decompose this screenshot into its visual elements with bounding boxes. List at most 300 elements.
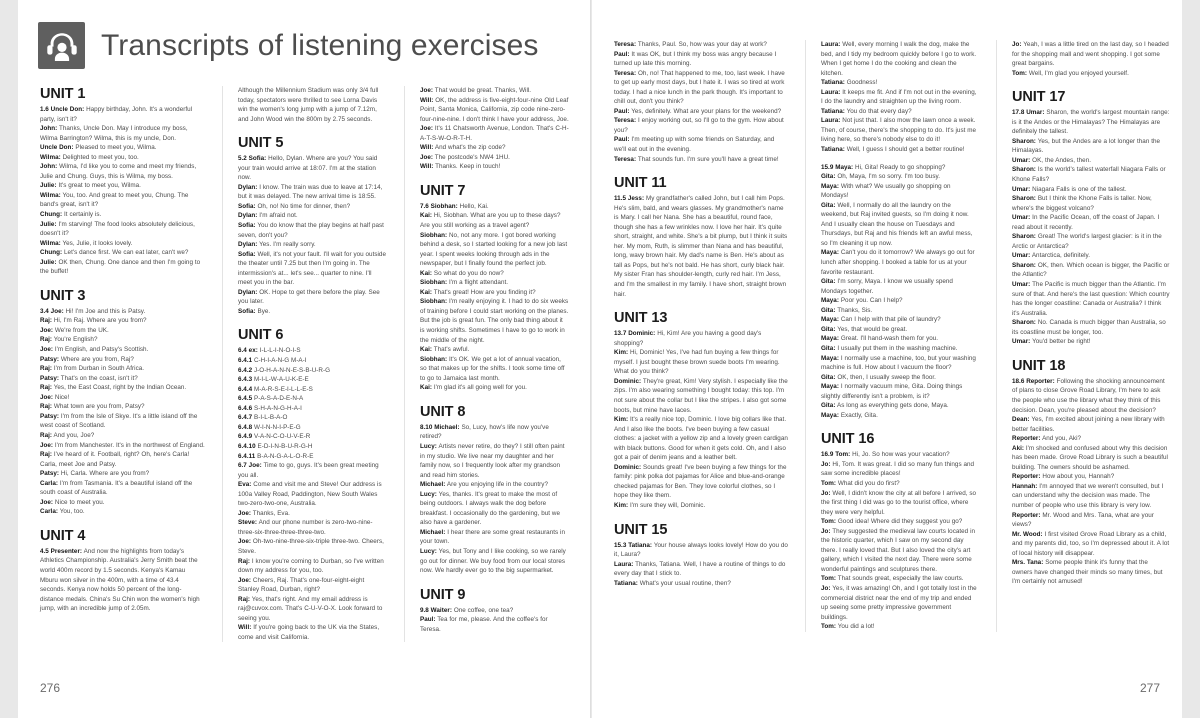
transcript-text: As long as everything gets done, Maya. [836,402,949,410]
transcript-line [238,509,387,519]
transcript-text: Cheers, Raj. That's one-four-eight-eight Stanley Road, Durban, right? [238,576,365,594]
page-title: Transcripts of listening exercises [101,28,539,62]
speaker-label: 6.4.7 [238,414,253,422]
transcript-text: If you're going back to the UK via the States, come and visit California. [238,624,380,641]
transcript-line [821,78,979,88]
speaker-label: Dean: [1012,416,1030,424]
column-2 [222,86,387,642]
transcript-text: Thanks, Uncle Don. May I introduce my boss, Wilma Barrington? Wilma, this is my uncle, Don. [40,125,188,142]
transcript-line [420,355,569,384]
transcript-line [1012,482,1170,511]
speaker-label: John: [40,163,58,171]
transcript-line [821,460,979,479]
transcript-text: Goodness! [846,79,878,87]
speaker-label: Raj: [40,431,52,439]
transcript-line [1012,377,1170,415]
transcript-text: I'm sure they will, Dominic. [629,501,706,509]
speaker-label: 6.7 Joe: [238,462,262,470]
speaker-label: Teresa: [614,41,637,48]
speaker-label: Jo: [821,584,831,592]
transcript-line [1012,232,1170,251]
page-header [38,22,538,69]
speaker-label: 6.4.6 [238,404,253,412]
transcript-line [821,325,979,335]
transcript-text: J-O-H-A-N-N-E-S-B-U-R-G [253,366,330,374]
transcript-text: OK, then, I usually sweep the floor. [837,373,936,381]
transcript-text: Is the world's tallest waterfall Niagara Falls or Khone Falls? [1012,166,1166,184]
transcript-line [614,107,788,117]
speaker-label: Chung: [40,211,63,219]
speaker-label: Maya: [821,354,839,362]
paragraph-gap [821,155,979,163]
transcript-text: I hear there are some great restaurants in your town. [420,528,565,546]
transcript-text: OK, the address is five-eight-four-nine Old Leaf Point, Santa Monica, California, zip code nine-zero-four-nine-nine. I don't think I have your address, Joe. [420,96,569,123]
speaker-label: Lucy: [420,490,437,498]
transcript-text: Following the shocking announcement of plans to close Grove Road Library, I'm here to ask the people who use the library what they think of this decision. Dean, you're pleased about the decision? [1012,377,1165,414]
speaker-label: Gita: [821,306,836,314]
transcript-text: W-I-N-N-I-P-E-G [253,423,301,431]
unit-heading: UNIT 9 [420,586,466,603]
transcript-text: Hi, Gita! Ready to go shopping? [855,163,946,171]
speaker-label: Chung: [40,249,63,257]
column-3 [404,86,569,642]
transcript-line [1012,40,1170,69]
transcript-line [40,191,205,210]
transcript-line [1012,185,1170,195]
speaker-label: Patsy: [40,355,60,363]
transcript-text: Well, I guess I should get a better routine! [846,146,965,154]
speaker-label: Sharon: [1012,233,1036,241]
speaker-label: 6.4.5 [238,395,253,403]
unit-heading: UNIT 7 [420,182,466,199]
transcript-text: I'm afraid not. [259,212,298,220]
speaker-label: Raj: [238,595,250,603]
speaker-label: Joe: [238,538,252,546]
speaker-label: Sharon: [1012,166,1036,174]
transcript-line [238,623,387,642]
transcript-line [821,277,979,296]
transcript-text: Yes, the East Coast, right by the Indian Ocean. [53,384,187,392]
speaker-label: Tom: [821,623,837,631]
transcript-line [1012,318,1170,337]
transcript-text: That's great! How are you finding it? [433,288,536,296]
transcript-text: M-A-R-S-E-I-L-L-E-S [253,385,313,393]
speaker-label: Carla: [40,508,58,516]
transcript-text: I first visited Grove Road Library as a child, and my parents did, too, so I'm depressed about it. A lot of local history will disappear. [1012,530,1170,557]
speaker-label: Sharon: [1012,195,1036,203]
speaker-label: Lucy: [420,442,437,450]
speaker-label: Carla: [40,479,58,487]
transcript-text: Well, every morning I walk the dog, make the bed, and I tidy my bedroom quickly before I go to work. When I get home I do the cooking and clean the kitchen. [821,41,977,77]
speaker-label: 4.5 Presenter: [40,547,83,555]
speaker-label: Maya: [821,411,839,419]
speaker-label: Kim: [614,416,629,424]
transcript-line [40,364,205,374]
transcript-text: Come and visit me and Steve! Our address is 100a Valley Road, Paddington, New South Wales two-zero-two-one, Australia. [238,481,382,508]
transcript-line [238,221,387,240]
transcript-line [821,450,979,460]
transcript-text: Delighted to meet you, too. [62,153,139,161]
transcript-text: Mr. Wood and Mrs. Tana, what are your views? [1012,511,1154,529]
transcript-line [420,211,569,230]
speaker-label: 6.4 ex: [238,347,258,355]
transcript-text: Happy birthday, John. It's a wonderful party, isn't it? [40,106,193,123]
transcript-line [420,153,569,163]
transcript-text: I'm starving! The food looks absolutely delicious, doesn't it? [40,220,195,238]
transcript-line [238,461,387,480]
transcript-text: Niagara Falls is one of the tallest. [1032,185,1127,193]
unit-heading: UNIT 17 [1012,89,1066,106]
transcript-text: B-I-L-B-A-O [253,414,288,422]
transcript-text: What town are you from, Patsy? [53,403,145,411]
left-page-columns [40,86,570,642]
speaker-label: Paul: [614,50,630,58]
transcript-text: I-L-L-I-N-O-I-S [259,347,301,355]
transcript-text: Yes, I'm excited about joining a new library with better facilities. [1012,416,1165,433]
transcript-line [40,469,205,479]
speaker-label: Tom: [821,479,837,487]
speaker-label: Will: [420,144,434,152]
unit-heading: UNIT 3 [40,287,86,304]
transcript-text: Sounds great! I've been buying a few things for the family: pink polka dot pajamas for Alice and blue-and-orange checked pajamas for Ben. They love colorful clothes, so I hope they like them. [614,463,787,500]
transcript-line [821,584,979,622]
column-4 [614,40,788,632]
transcript-text: Sharon, the world's largest mountain range: is it the Andes or the Himalayas? The Himalayas are definitely the tallest. [1012,109,1170,136]
transcript-line [1012,530,1170,559]
transcript-text: So, Lucy, how's life now you've retired? [420,423,549,441]
transcript-text: I know you're coming to Durban, so I've written down my address for you, too. [238,557,384,575]
transcript-line [238,518,387,537]
transcript-text: Pleased to meet you, Wilma. [75,144,157,152]
transcript-text: Thanks, Sis. [837,306,873,314]
transcript-text: I'm glad it's all going well for you. [433,384,527,392]
transcript-text: It's 11 Chatsworth Avenue, London. That's C-H-A-T-S-W-O-R-T-H. [420,125,569,142]
transcript-line [614,69,788,107]
transcript-line [238,385,387,395]
speaker-label: Tom: [821,575,837,583]
transcript-text: Although the Millennium Stadium was only 3/4 full today, spectators were thrilled to see Lorna Davis win the women's long jump with a jump of 7.12m, and John Wood win the 800m by 2.75 seconds. [238,87,379,123]
transcript-line [1012,156,1170,166]
transcript-line [420,86,569,96]
transcript-line [238,366,387,376]
transcript-text: E-D-I-N-B-U-R-G-H [257,442,313,450]
transcript-text: It's OK. We get a lot of annual vacation, so that makes up for the shifts. I took some time off to go to Jamaica last month. [420,355,565,382]
speaker-label: Julie: [40,182,57,190]
transcript-line [238,423,387,433]
transcript-text: Can I help with that pile of laundry? [840,316,941,324]
transcript-text: That sounds fun. I'm sure you'll have a great time! [637,155,779,163]
transcript-line [40,307,205,317]
transcript-line [238,452,387,462]
transcript-text: Let's dance first. We can eat later, can't we? [64,249,189,257]
transcript-line [238,250,387,288]
transcript-line [821,344,979,354]
transcript-line [420,162,569,172]
transcript-text: Thanks, Eva. [252,509,290,517]
speaker-label: Joe: [420,87,434,94]
transcript-line [1012,165,1170,184]
speaker-label: Patsy: [40,374,60,382]
speaker-label: Dylan: [238,183,258,191]
transcript-text: Hi, Jo. So how was your vacation? [852,451,950,459]
column-6 [996,40,1170,632]
transcript-line [238,356,387,366]
speaker-label: Maya: [821,182,839,190]
speaker-label: Mrs. Tana: [1012,559,1044,567]
transcript-text: No. Canada is much bigger than Australia, so its coastline must be longer, too. [1012,319,1166,336]
transcript-line [614,155,788,165]
transcript-text: OK. Hope to get there before the play. See you later. [238,288,380,306]
transcript-line [821,489,979,518]
transcript-text: I normally vacuum mine, Gita. Doing things slightly differently isn't a problem, is it? [821,383,963,400]
speaker-label: 15.3 Tatiana: [614,541,653,549]
transcript-text: Well, I'm glad you enjoyed yourself. [1028,69,1129,77]
transcript-line [821,145,979,155]
transcript-text: You, too. And great to meet you, Chung. The band's great, isn't it? [40,191,189,209]
speaker-label: 3.4 Joe: [40,307,64,315]
speaker-label: Mr. Wood: [1012,530,1043,538]
transcript-line [821,479,979,489]
transcript-text: Can't you do it tomorrow? We always go out for lunch after shopping. I booked a table for us at your favorite restaurant. [821,249,975,276]
speaker-label: Jo: [821,527,831,535]
transcript-text: You'd better be right! [1032,338,1091,346]
transcript-line [614,501,788,511]
transcript-line [238,346,387,356]
transcript-text: Hello, Dylan. Where are you? You said your train would arrive at 18:07. I'm at the station now. [238,155,378,182]
transcript-text: Hi, Siobhan. What are you up to these days? Are you still working as a travel agent? [420,212,561,230]
transcript-line [40,210,205,220]
transcript-line [1012,69,1170,79]
transcript-line [238,240,387,250]
transcript-text: What's your usual routine, then? [639,579,731,587]
speaker-label: Joe: [238,576,252,584]
transcript-line [238,576,387,595]
transcript-text: Wilma, I'd like you to come and meet my friends, Julie and Chung. Guys, this is Wilma, my boss. [40,163,197,180]
transcript-text: And what's the zip code? [434,144,506,152]
transcript-text: It's great to meet you, Wilma. [58,182,141,190]
speaker-label: Aki: [1012,444,1024,452]
speaker-label: Maya: [821,316,839,324]
transcript-line [420,547,569,576]
transcript-line [40,239,205,249]
speaker-label: Will: [420,163,434,171]
speaker-label: Raj: [40,384,52,392]
transcript-line [614,50,788,69]
transcript-text: Tea for me, please. And the coffee's for Teresa. [420,616,548,633]
speaker-label: Wilma: [40,239,61,247]
transcript-line [1012,472,1170,482]
transcript-line [40,479,205,498]
transcript-line [1012,337,1170,347]
transcript-line [614,348,788,377]
transcript-text: It certainly is. [64,211,102,219]
speaker-label: 5.2 Sofia: [238,155,267,163]
speaker-label: Umar: [1012,156,1031,164]
speaker-label: Hannah: [1012,482,1038,490]
speaker-label: Gita: [821,325,836,333]
speaker-label: Umar: [1012,185,1031,193]
transcript-line [420,202,569,212]
transcript-text: But I think the Khone Falls is taller. Now, where's the biggest volcano? [1012,195,1152,212]
speaker-label: Uncle Don: [40,144,74,152]
transcript-text: That would be great. Thanks, Will. [434,87,532,94]
transcript-text: I'm from Manchester. It's in the northwest of England. [54,441,205,449]
speaker-label: Paul: [614,136,630,144]
transcript-text: I'm a flight attendant. [448,279,509,287]
transcript-text: Yes, definitely. What are your plans for the weekend? [631,107,782,115]
transcript-line [238,595,387,624]
transcript-line [821,296,979,306]
speaker-label: Laura: [821,41,841,48]
speaker-label: 6.4.11 [238,452,256,460]
unit-heading: UNIT 1 [40,86,86,102]
transcript-line [40,153,205,163]
transcript-line [238,480,387,509]
transcript-line [40,441,205,451]
transcript-text: Thanks, Tatiana. Well, I have a routine of things to do every day that I stick to. [614,560,786,578]
transcript-text: Some people think it's funny that the owners have changed their minds so many times, but I'm certainly not amused! [1012,559,1163,586]
speaker-label: Gita: [821,344,836,352]
speaker-label: Raj: [40,451,52,459]
speaker-label: Tatiana: [614,579,638,587]
speaker-label: Siobhan: [420,279,448,287]
transcript-text: Are you enjoying life in the country? [446,481,548,489]
speaker-label: Gita: [821,402,836,410]
speaker-label: Steve: [238,519,258,527]
transcript-line [821,382,979,401]
transcript-text: I've heard of it. Football, right? Oh, here's Carla! Carla, meet Joe and Patsy. [40,451,190,468]
speaker-label: Siobhan: [420,298,448,306]
transcript-line [821,88,979,107]
speaker-label: Laura: [821,117,841,125]
transcript-line [238,442,387,452]
transcript-text: Yes. I'm really sorry. [259,241,316,249]
speaker-label: Joe: [40,346,54,354]
transcript-line [821,574,979,584]
speaker-label: 15.9 Maya: [821,163,854,171]
speaker-label: Tatiana: [821,146,845,154]
transcript-line [238,183,387,202]
speaker-label: 17.8 Umar: [1012,109,1045,117]
transcript-text: In the Pacific Ocean, off the coast of Japan. I read about it recently. [1012,214,1160,231]
transcript-text: Not just that. I also mow the lawn once a week. Then, of course, there's the shopping to do. It's just me living here, so there's nobody else to do it! [821,117,977,144]
speaker-label: Dominic: [614,463,642,471]
transcript-text: Thanks, Paul. So, how was your day at work? [637,41,767,48]
transcript-line [821,354,979,373]
unit-heading: UNIT 15 [614,521,668,538]
transcript-text: You do that every day? [846,107,912,115]
transcript-text: I'm from Tasmania. It's a beautiful island off the south coast of Australia. [40,479,193,497]
speaker-label: Sofia: [238,307,256,315]
speaker-label: 6.4.4 [238,385,253,393]
speaker-label: Jo: [1012,41,1022,48]
speaker-label: 6.4.10 [238,442,256,450]
transcript-text: And now the highlights from today's Athletics Championship. Australia's Jerry Smith beat the world 400m record by 1.5 seconds. Kenya's Kamau Mburu won silver in the 400m, with a time of 43.4 seconds. Kenya now holds 50 percent of the long-distance medals. China's Su Chin won the women's high jump, with an incredible jump of 2.05m. [40,547,200,613]
speaker-label: 7.6 Siobhan: [420,202,458,210]
speaker-label: Patsy: [40,470,60,478]
speaker-label: Joe: [40,326,54,334]
transcript-line [420,383,569,393]
speaker-label: Gita: [821,173,836,181]
transcript-line [821,201,979,249]
transcript-text: Yes, that would be great. [837,325,908,333]
speaker-label: 16.9 Tom: [821,451,851,459]
transcript-text: I normally use a machine, too, but your washing machine is full. How about I vacuum the floor? [821,354,976,372]
speaker-label: Umar: [1012,338,1031,346]
transcript-line [1012,194,1170,213]
transcript-text: You're English? [53,336,98,344]
transcript-line [1012,108,1170,137]
transcript-line [1012,434,1170,444]
transcript-line [420,288,569,298]
transcript-line [420,442,569,480]
speaker-label: Tatiana: [821,107,845,115]
transcript-line [40,316,205,326]
transcript-line [238,86,387,124]
transcript-line [1012,415,1170,434]
transcript-line [238,307,387,317]
transcript-text: Oh-two-nine-three-six-triple three-two. Cheers, Steve. [238,538,384,555]
transcript-line [821,107,979,117]
transcript-line [614,415,788,463]
transcript-line [40,450,205,469]
column-5 [805,40,979,632]
transcript-text: The postcode's NW4 1HU. [434,153,510,161]
transcript-text: It's a really nice top, Dominic. I love big collars like that. And I also like the boots. I've been buying a few casual clothes: a jacket with a yellow zip and a lovely green cardigan with black buttons. Good for when it gets cold. Oh, and I also got a pair of denim jeans and a leather belt. [614,416,788,462]
transcript-line [614,541,788,560]
transcript-text: OK, the Andes, then. [1032,156,1091,164]
transcript-text: Nice! [54,393,70,401]
transcript-text: C-H-I-A-N-G M-A-I [253,357,307,365]
speaker-label: Gita: [821,373,836,381]
transcript-text: I'm English, and Patsy's Scottish. [54,346,149,354]
transcript-line [238,288,387,307]
transcript-text: The Pacific is much bigger than the Atlantic. I'm sure of that. And here's the last question: Which country has the longer coastline: Canada or Australia? I think it's Australia. [1012,281,1170,317]
transcript-text: How about you, Hannah? [1042,473,1115,481]
transcript-text: Oh, Maya, I'm so sorry. I'm too busy. [837,173,940,181]
transcript-line [821,315,979,325]
transcript-line [821,373,979,383]
transcript-text: I enjoy working out, so I'll go to the gym. How about you? [614,117,784,134]
transcript-line [40,547,205,614]
speaker-label: Gita: [821,201,836,209]
page-number-left: 276 [40,681,61,695]
transcript-line [420,615,569,634]
transcript-line [40,355,205,365]
speaker-label: Sharon: [1012,319,1036,327]
transcript-text: Thanks. Keep in touch! [435,163,501,171]
transcript-text: S-H-A-N-G-H-A-I [253,404,302,412]
speaker-label: Dominic: [614,377,642,385]
transcript-line [1012,444,1170,473]
speaker-label: Raj: [238,557,250,565]
transcript-text: They suggested the medieval law courts located in the historic quarter, which I saw on my second day there. I really loved that. But I also loved the city's art gallery, which I visited the next day. There were some wonderful paintings and sculptures there. [821,527,976,573]
speaker-label: Reporter: [1012,435,1041,443]
transcript-line [40,345,205,355]
transcript-text: My grandfather's called John, but I call him Pops. He's slim, bald, and wears glasses. My grandmother's name is Mary. I call her Nana. She has a beautiful, round face, though she has a few wrinkles now. I love her hair. It's quite short, straight, and white. She's a bit plump, but I think it suits her. My mom, Ruth, is slimmer than Nana and has beautiful, long, wavy brown hair. My dad's name is Ben. He's about as tall as Pops, but he's not bald. He has short, curly black hair. My sister Fran has shoulder-length, curly red hair. I'm Jess, and I'm the smallest in my family. I have short, straight brown hair. [614,195,788,298]
transcript-text: They're great, Kim! Very stylish. I especially like the zips. I'm also wearing something I bought today: this top. I'm not sure about the collar but I like the stripes. I also got some boots, but mine have laces. [614,377,788,414]
transcript-text: You, too. [59,508,85,516]
transcript-line [821,401,979,411]
transcript-text: OK then, Chung. One dance and then I'm going to the buffet! [40,258,201,276]
speaker-label: Kai: [420,212,432,220]
speaker-label: Will: [238,624,252,632]
transcript-text: Yes, Julie, it looks lovely. [62,239,133,247]
transcript-line [420,231,569,269]
transcript-text: Well, I didn't know the city at all before I arrived, so the first thing I did was go to the tourist office, where they were very helpful. [821,489,977,516]
transcript-text: I'm meeting up with some friends on Saturday, and we'll eat out in the evening. [614,136,775,154]
unit-heading: UNIT 18 [1012,357,1066,374]
